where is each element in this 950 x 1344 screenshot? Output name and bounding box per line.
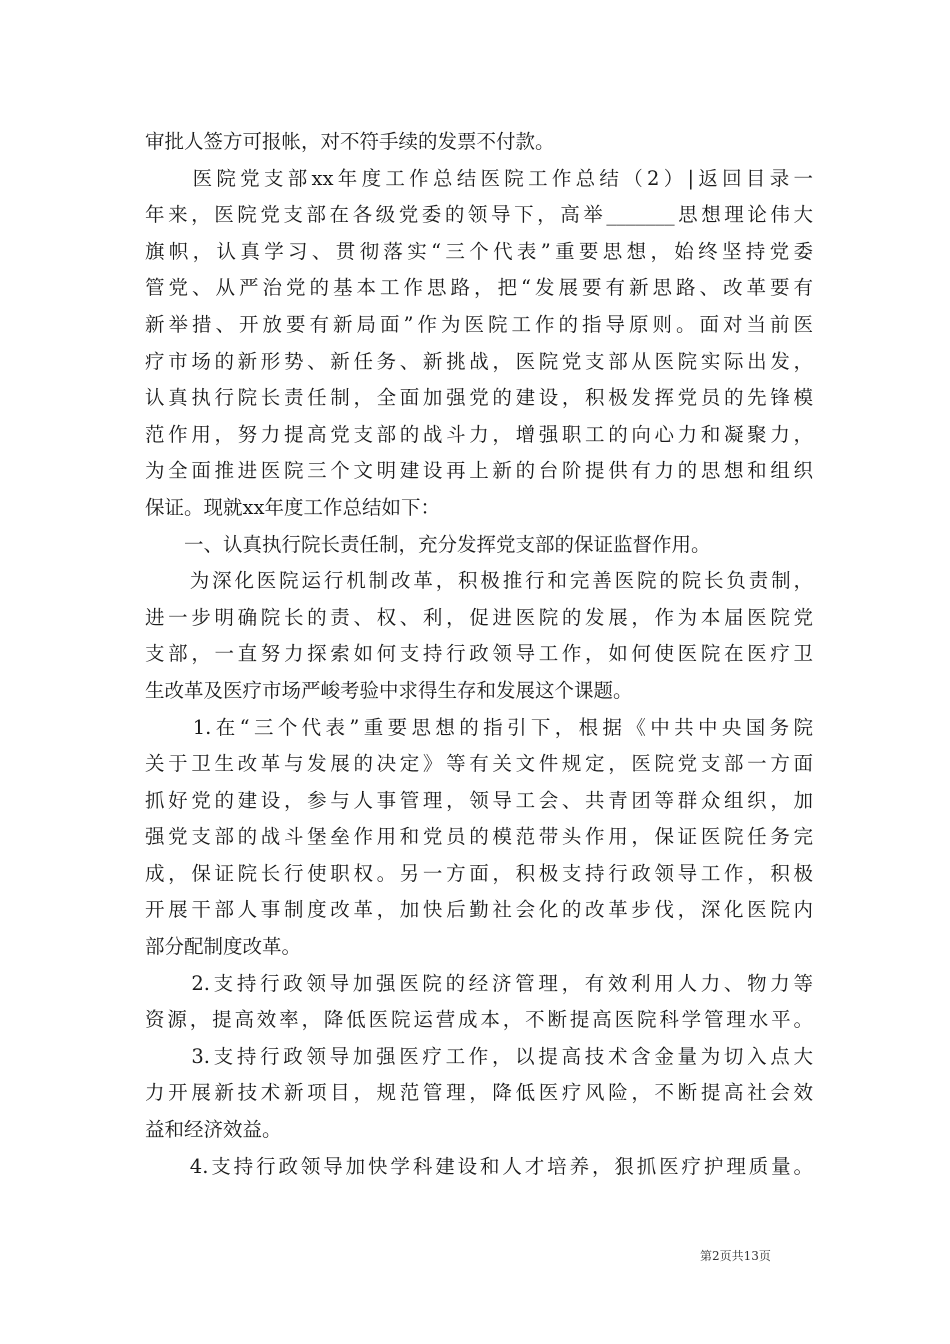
text-line: 保证。现就xx年度工作总结如下： (145, 495, 440, 519)
text-line: 强党支部的战斗堡垒作用和党员的模范带头作用，保证医院任务完 (145, 825, 813, 849)
text-line: 管党、从严治党的基本工作思路，把“发展要有新思路、改革要有 (145, 276, 813, 300)
text-line: 资源，提高效率，降低医院运营成本，不断提高医院科学管理水平。 (145, 1008, 813, 1032)
text-line: 关于卫生改革与发展的决定》等有关文件规定，医院党支部一方面 (145, 752, 813, 776)
text-line: 认真执行院长责任制，全面加强党的建设，积极发挥党员的先锋模 (145, 386, 813, 410)
text-line: 一、认真执行院长责任制，充分发挥党支部的保证监督作用。 (145, 532, 711, 556)
text-line: 抓好党的建设，参与人事管理，领导工会、共青团等群众组织，加 (145, 788, 813, 812)
text-line: 开展干部人事制度改革，加快后勤社会化的改革步伐，深化医院内 (145, 898, 813, 922)
text-line: 疗市场的新形势、新任务、新挑战，医院党支部从医院实际出发， (145, 349, 813, 373)
text-line: 2.支持行政领导加强医院的经济管理，有效利用人力、物力等 (145, 971, 813, 995)
text-line: 审批人签方可报帐，对不符手续的发票不付款。 (145, 130, 555, 153)
text-line: 支部，一直努力探索如何支持行政领导工作，如何使医院在医疗卫 (145, 642, 813, 666)
text-line: 成，保证院长行使职权。另一方面，积极支持行政领导工作，积极 (145, 861, 813, 885)
text-line: 年来，医院党支部在各级党委的领导下，高举_______思想理论伟大 (145, 203, 813, 227)
text-line: 新举措、开放要有新局面”作为医院工作的指导原则。面对当前医 (145, 312, 813, 336)
text-line: 1.在“三个代表”重要思想的指引下，根据《中共中央国务院 (145, 715, 813, 739)
text-line: 为全面推进医院三个文明建设再上新的台阶提供有力的思想和组织 (145, 459, 813, 483)
text-line: 部分配制度改革。 (145, 935, 302, 959)
text-line: 医院党支部xx年度工作总结医院工作总结（2）|返回目录一 (145, 166, 813, 190)
text-line: 为深化医院运行机制改革，积极推行和完善医院的院长负责制， (145, 569, 813, 593)
page-number: 第2页共13页 (700, 1249, 771, 1263)
document-body (145, 124, 813, 1185)
text-line: 生改革及医疗市场严峻考验中求得生存和发展这个课题。 (145, 678, 633, 702)
text-line: 范作用，努力提高党支部的战斗力，增强职工的向心力和凝聚力， (145, 422, 813, 446)
text-line: 益和经济效益。 (145, 1118, 282, 1142)
text-line: 旗帜，认真学习、贯彻落实“三个代表”重要思想，始终坚持党委 (145, 239, 813, 263)
text-line: 力开展新技术新项目，规范管理，降低医疗风险，不断提高社会效 (145, 1081, 813, 1105)
text-line: 进一步明确院长的责、权、利，促进医院的发展，作为本届医院党 (145, 605, 813, 629)
text-line: 3.支持行政领导加强医疗工作，以提高技术含金量为切入点大 (145, 1044, 813, 1068)
text-line: 4.支持行政领导加快学科建设和人才培养，狠抓医疗护理质量。 (145, 1154, 813, 1178)
